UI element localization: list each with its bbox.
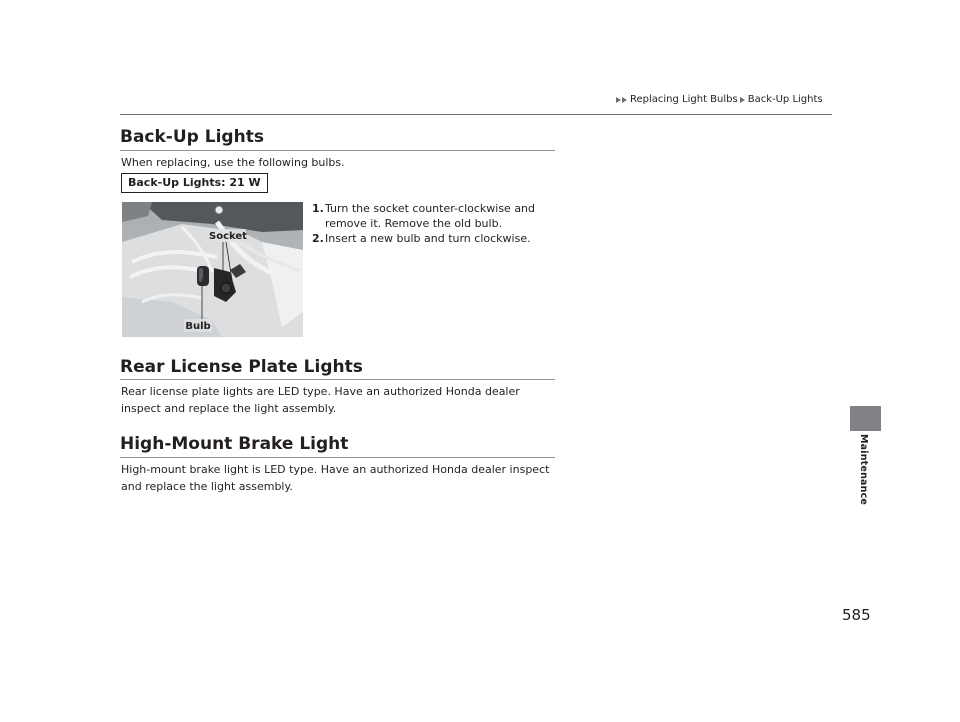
header-rule: [120, 114, 832, 115]
section-tab-label: Maintenance: [858, 434, 869, 506]
section-tab[interactable]: [850, 432, 881, 512]
bulb-label: Bulb: [185, 321, 211, 332]
arrow-right-icon: [740, 97, 745, 103]
intro-text: When replacing, use the following bulbs.: [121, 156, 345, 169]
step-item: [312, 231, 557, 246]
heading-high-mount-brake-light: High-Mount Brake Light: [120, 434, 349, 454]
instruction-steps: [312, 201, 557, 246]
breadcrumb: [616, 94, 825, 105]
socket-label: Socket: [209, 231, 247, 242]
step-text: Turn the socket counter-clockwise and remove it. Remove the old bulb.: [325, 202, 536, 230]
step-number: 2.: [312, 232, 324, 245]
socket-bulb-illustration: [122, 202, 303, 337]
spec-box: Back-Up Lights: 21 W: [121, 173, 268, 193]
socket-bulb-photo: [122, 202, 303, 337]
step-text: Insert a new bulb and turn clockwise.: [325, 232, 531, 245]
heading-back-up-lights: Back-Up Lights: [120, 127, 264, 147]
breadcrumb-item-back-up-lights[interactable]: Back-Up Lights: [747, 94, 823, 105]
page-number: 585: [842, 606, 871, 624]
license-text: Rear license plate lights are LED type. Have an authorized Honda dealer inspect and replace the light assembly.: [121, 385, 520, 415]
heading-rule: [120, 457, 555, 458]
breadcrumb-item-replacing-light-bulbs[interactable]: Replacing Light Bulbs: [630, 94, 738, 105]
heading-rule: [120, 150, 555, 151]
step-item: [312, 201, 557, 231]
arrow-right-icon: [622, 97, 627, 103]
section-tab-marker: [850, 406, 881, 431]
step-number: 1.: [312, 202, 324, 215]
heading-rule: [120, 379, 555, 380]
arrow-right-icon: [616, 97, 621, 103]
heading-rear-license-plate-lights: Rear License Plate Lights: [120, 357, 363, 377]
highmount-text: High-mount brake light is LED type. Have an authorized Honda dealer inspect and replace the light assembly.: [121, 463, 550, 493]
